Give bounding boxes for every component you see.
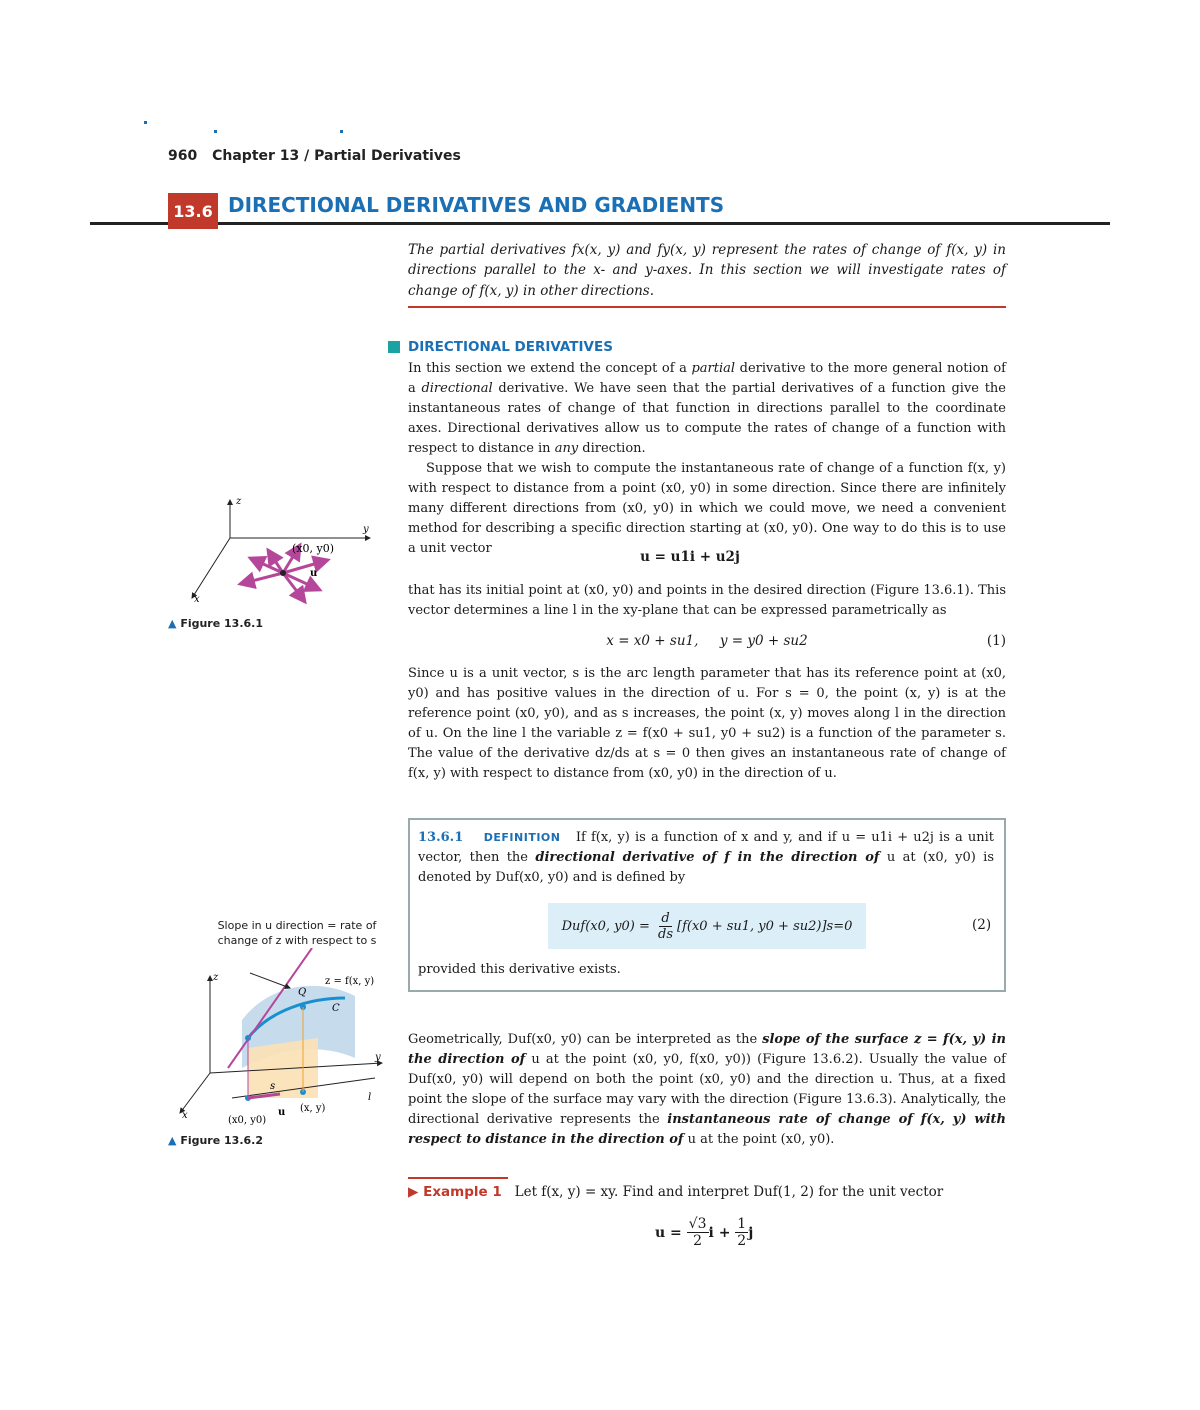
example-label: ▶ Example 1 [408,1184,502,1200]
page-number: 960 [168,148,198,164]
paragraph-1 [408,359,1006,459]
figure-2-annotation [212,918,382,948]
section-title: DIRECTIONAL DERIVATIVES AND GRADIENTS [228,193,725,217]
ex-frac1-num: √3 [688,1216,707,1232]
p1-c: derivative to the more general notion of a [408,361,1006,396]
fig2-annotation-1: Slope in u direction = rate of [217,919,377,932]
heading-square-icon [388,341,400,353]
fig1-label-y: y [363,524,369,535]
figure-2-caption [168,1134,263,1147]
ex-frac2 [735,1216,748,1249]
ex-frac2-den: 2 [737,1233,747,1249]
base-point [280,570,286,576]
def-eq-fraction [658,911,673,942]
fig2-label-x: x [182,1110,188,1121]
fig2-label-s: s [270,1081,276,1092]
paragraph-5 [408,1030,1006,1150]
ex-frac1 [687,1216,709,1249]
fig1-label-point: (x0, y0) [292,542,334,555]
def-text-a: If f(x, y) is a function of x and y, and if u = u1i + u2j is a unit vector, then the [418,830,995,865]
body-text-1 [408,359,1006,559]
example-1 [408,1184,943,1200]
fig2-label-y: y [375,1052,381,1063]
def-eq-rhs: [f(x0 + su1, y0 + su2)]s=0 [677,918,853,934]
p5-c: u at the point (x0, y0, f(x0, y0)) (Figure 13.6.2). Usually the value of Duf(x0, y0) will depend on both the point (x0, y0) and the direction u. Thus, at a fixed point the slope of the surface may vary with the direction (Figure 13.6.3). Analytically, the directional derivative represents the [408,1052,1006,1127]
fig2-label-l: l [368,1092,372,1103]
def-frac-num: d [661,910,670,926]
subsection-heading [388,339,613,355]
fig2-label-z: z [213,972,219,983]
p1-b: partial [691,361,736,376]
fig1-label-x: x [194,594,200,605]
fig1-label-u: u [310,568,318,579]
p5-d: instantaneous rate of change of f(x, y) with respect to distance in the direction of [408,1112,1006,1147]
figure-1-caption-text: Figure 13.6.1 [180,617,263,630]
example-unit-vector [655,1216,753,1249]
figure-1-caption [168,617,263,630]
chapter-title: Chapter 13 / Partial Derivatives [212,148,461,164]
example-label-text: Example 1 [423,1184,502,1200]
p1-a: In this section we extend the concept of a [408,361,692,376]
section-rule [90,222,1110,225]
fig2-label-q: Q [298,987,307,998]
section-number: 13.6 [168,193,218,229]
subsection-title: DIRECTIONAL DERIVATIVES [408,339,613,355]
ex-tail: j [748,1224,754,1241]
p1-f: any [554,441,579,456]
section-intro: The partial derivatives fx(x, y) and fy(x, y) represent the rates of change of f(x, y) in directions parallel to the x- and y-axes. In this section we will investigate rates of change of f(x, y) in other directions. [408,242,1006,299]
caption-triangle-icon: ▲ [168,1134,177,1147]
def-eq-lhs: Duf(x0, y0) = [561,918,654,934]
fig1-label-z: z [236,496,242,507]
ex-u-lhs: u = [655,1224,687,1241]
definition-number: 13.6.1 [418,830,464,845]
ex-mid: i + [708,1224,736,1241]
paragraph-4: Since u is a unit vector, s is the arc length parameter that has its reference point at (x0, y0) and has positive values in the direction of u. For s = 0, the point (x, y) is at the reference point (x0, y0), and as s increases, the point (x, y) moves along l in the direction of u. On the line l the variable z = f(x0 + su1, y0 + su2) is a function of the parameter s. The value of the derivative dz/ds at s = 0 then gives an instantaneous rate of change of f(x, y) with respect to distance from (x0, y0) in the direction of u. [408,666,1006,781]
vertical-plane [248,1038,318,1098]
p5-b: slope of the surface z = f(x, y) in the direction of [408,1032,1006,1067]
definition-footer: provided this derivative exists. [418,962,621,977]
def-text-c: u at (x0, y0) is denoted by Duf(x0, y0) and is defined by [418,850,994,885]
definition-text [418,828,994,888]
definition-equation [548,903,866,949]
p1-d: directional [421,381,493,396]
p5-e: u at the point (x0, y0). [683,1132,835,1147]
equation-1-text: x = x0 + su1, y = y0 + su2 [606,633,808,649]
example-rule [408,1177,508,1179]
example-text: Let f(x, y) = xy. Find and interpret Duf(1, 2) for the unit vector [514,1184,944,1200]
paragraph-2: Suppose that we wish to compute the instantaneous rate of change of a function f(x, y) with respect to distance from a point (x0, y0) in some direction. Since there are infinitely many different directions from (x0, y0) in which we could move, we need a convenient method for describing a specific direction starting at (x0, y0). One way to do this is to use a unit vector [408,461,1006,556]
p5-a: Geometrically, Duf(x0, y0) can be interpreted as the [408,1032,763,1047]
definition-equation-number: (2) [972,917,992,933]
annotation-arrow [250,973,290,988]
equation-1 [408,633,1006,649]
def-text-b: directional derivative of f in the direction of [535,850,880,865]
definition-label: DEFINITION [483,831,561,844]
fig2-label-surface: z = f(x, y) [325,976,375,987]
figure-13-6-1 [180,490,380,620]
figure-13-6-2 [170,948,390,1128]
p1-e: derivative. We have seen that the partial derivatives of a function give the instantaneous rates of change of that function in directions parallel to the coordinate axes. Directional derivatives allow us to compute the rates of change of a function with respect to distance in [408,381,1006,456]
p1-g: direction. [578,441,646,456]
paragraph-3: that has its initial point at (x0, y0) and points in the desired direction (Figure 13.6.1). This vector determines a line l in the xy-plane that can be expressed parametrically as [408,583,1006,618]
equation-1-number: (1) [986,633,1006,649]
equation-unit-vector: u = u1i + u2j [640,549,740,565]
running-header [168,148,461,164]
ex-frac2-num: 1 [737,1216,747,1232]
direction-arrow [240,573,283,584]
fig2-label-xy: (x, y) [300,1103,326,1114]
fig2-annotation-2: change of z with respect to s [217,934,377,947]
intro-rule [408,306,1006,308]
fig2-label-c: C [332,1003,340,1014]
x-axis [192,538,230,598]
ex-frac1-den: 2 [693,1233,703,1249]
fig2-label-x0y0: (x0, y0) [228,1115,267,1126]
fig2-label-u: u [278,1107,286,1118]
def-frac-den: ds [658,926,673,942]
caption-triangle-icon: ▲ [168,617,177,630]
fig2-x-axis [180,1073,210,1113]
figure-2-caption-text: Figure 13.6.2 [180,1134,263,1147]
